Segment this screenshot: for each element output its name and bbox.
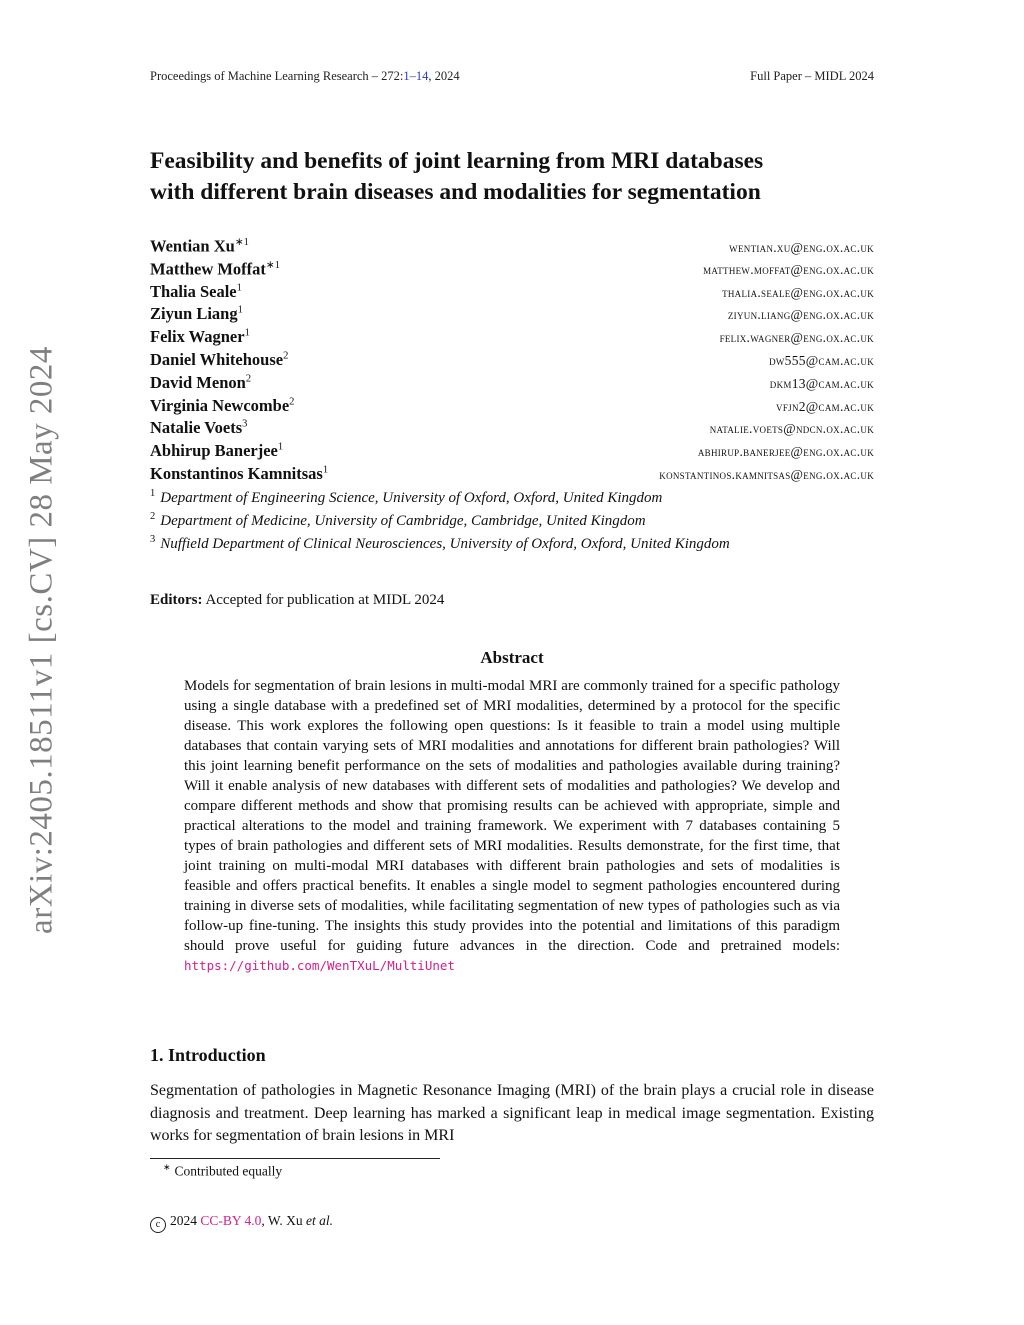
author-name: Konstantinos Kamnitsas$^1$ — [150, 463, 329, 483]
author-row — [150, 350, 874, 373]
author-email[interactable]: thalia.seale@eng.ox.ac.uk — [722, 284, 874, 300]
author-name: Thalia Seale$^1$ — [150, 281, 242, 301]
intro-paragraph: Segmentation of pathologies in Magnetic Resonance Imaging (MRI) of the brain plays a crucial role in disease diagnosis and treatment. Deep learning has marked a significant leap in medical image segmentation. Existing works for segmentation of brain lesions in MRI — [150, 1082, 874, 1144]
running-header-right: Full Paper – MIDL 2024 — [750, 69, 874, 83]
editors-note: Editors: Accepted for publication at MIDL 2024 — [150, 592, 445, 608]
author-email[interactable]: matthew.moffat@eng.ox.ac.uk — [703, 262, 874, 278]
author-name: David Menon$^2$ — [150, 372, 252, 392]
affiliation: $^2$ Department of Medicine, University of Cambridge, Cambridge, United Kingdom — [150, 510, 646, 529]
author-name: Natalie Voets$^3$ — [150, 418, 248, 438]
author-email[interactable]: abhirup.banerjee@eng.ox.ac.uk — [697, 444, 874, 460]
author-row — [150, 236, 874, 259]
author-row — [150, 418, 874, 441]
author-name: Matthew Moffat$^{∗1}$ — [150, 259, 280, 279]
author-name: Daniel Whitehouse$^2$ — [150, 349, 289, 369]
author-email[interactable]: ziyun.liang@eng.ox.ac.uk — [727, 307, 874, 323]
author-row — [150, 464, 874, 487]
author-email[interactable]: dkm13@cam.ac.uk — [769, 375, 874, 391]
author-row — [150, 396, 874, 419]
author-list — [150, 236, 874, 487]
copyright-line: c 2024 CC-BY 4.0, W. Xu et al. — [150, 1213, 333, 1233]
author-name: Felix Wagner$^1$ — [150, 327, 250, 347]
author-email[interactable]: natalie.voets@ndcn.ox.ac.uk — [709, 421, 874, 437]
author-name: Abhirup Banerjee$^1$ — [150, 441, 284, 461]
author-name: Virginia Newcombe$^2$ — [150, 395, 295, 415]
footnote-rule — [150, 1158, 440, 1159]
author-row — [150, 373, 874, 396]
author-email[interactable]: vfjn2@cam.ac.uk — [776, 398, 874, 414]
abstract-body: Models for segmentation of brain lesions in multi-modal MRI are commonly trained for a specific pathology using a single database with a predefined set of MRI modalities, determined by a protocol for the specific disease. This work explores the following open questions: Is it feasible to train a model using multiple databases that contain varying sets of MRI modalities and annotations for different brain pathologies? Will this joint learning benefit performance on the sets of modalities and pathologies available during training? Will it enable analysis of new databases with different sets of modalities and pathologies? We develop and compare different methods and show that promising results can be achieved with appropriate, simple and practical alterations to the model and training framework. We experiment with 7 databases containing 5 types of brain pathologies and different sets of MRI modalities. Results demonstrate, for the first time, that joint training on multi-modal MRI databases with different brain pathologies and sets of modalities is feasible and offers practical benefits. It enables a single model to segment pathologies encountered during training in diverse sets of modalities, while facilitating segmentation of new types of pathologies such as via follow-up fine-tuning. The insights this study provides into the potential and limitations of this paradigm should prove useful for guiding future advances in the direction. Code and pretrained models: https://github.com/WenTXuL/MultiUnet — [184, 678, 840, 973]
author-email[interactable]: wentian.xu@eng.ox.ac.uk — [729, 239, 874, 255]
author-email[interactable]: felix.wagner@eng.ox.ac.uk — [719, 330, 874, 346]
section-heading: 1. Introduction — [150, 1045, 266, 1065]
author-row — [150, 259, 874, 282]
copyright-icon: c — [150, 1217, 166, 1233]
code-link[interactable]: https://github.com/WenTXuL/MultiUnet — [184, 958, 455, 973]
paper-title: Feasibility and benefits of joint learning from MRI databases with different brain diseases and modalities for segmentation — [150, 148, 764, 205]
running-header-left: Proceedings of Machine Learning Research – 272:1–14, 2024 — [150, 69, 460, 83]
abstract-heading: Abstract — [480, 648, 544, 667]
author-row — [150, 304, 874, 327]
affiliation: $^1$ Department of Engineering Science, University of Oxford, Oxford, United Kingdom — [150, 488, 663, 506]
affiliation: $^3$ Nuffield Department of Clinical Neurosciences, University of Oxford, Oxford, United Kingdom — [150, 533, 730, 552]
author-email[interactable]: konstantinos.kamnitsas@eng.ox.ac.uk — [659, 466, 874, 482]
pages-link[interactable]: 1–14 — [403, 69, 429, 83]
author-row — [150, 282, 874, 305]
author-name: Wentian $Xu^{∗1}$ — [150, 236, 249, 256]
author-name: Ziyun Liang$^1$ — [150, 304, 243, 324]
author-row — [150, 327, 874, 350]
footnote: ∗ Contributed equally — [163, 1162, 283, 1179]
affiliation-list — [150, 488, 874, 556]
author-row — [150, 441, 874, 464]
author-email[interactable]: dw555@cam.ac.uk — [769, 352, 874, 368]
license-link[interactable]: CC-BY 4.0 — [200, 1213, 262, 1228]
